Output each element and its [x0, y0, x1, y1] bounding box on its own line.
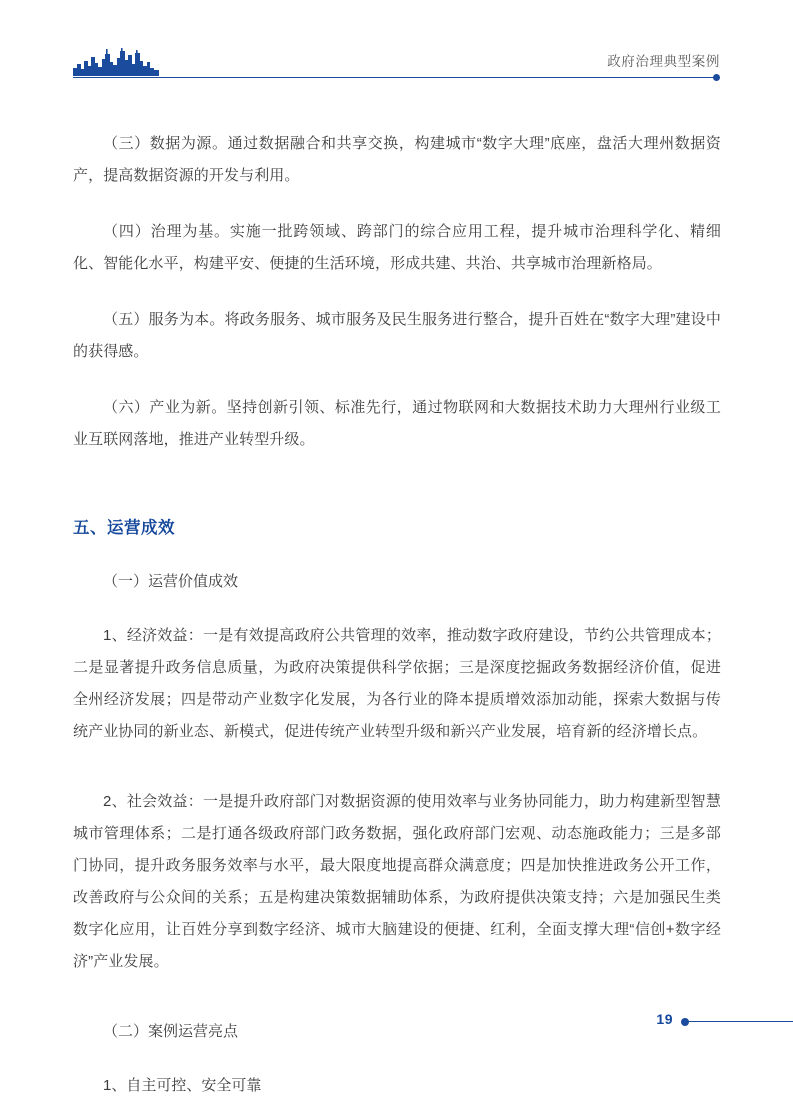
paragraph-economic-benefit: 1、经济效益：一是有效提高政府公共管理的效率，推动数字政府建设，节约公共管理成本；二是显著提升政务信息质量，为政府决策提供科学依据；三是深度挖掘政务数据经济价值，促进全州经济发展；四是带动产业数字化发展，为各行业的降本提质增效添加动能，探索大数据与传统产业协同的新业态、新模式，促进传统产业转型升级和新兴产业发展，培育新的经济增长点。: [73, 627, 721, 740]
paragraph-spacer: [73, 204, 721, 216]
paragraph-si: （四）治理为基。实施一批跨领域、跨部门的综合应用工程，提升城市治理科学化、精细化、智能化水平，构建平安、便捷的生活环境，形成共建、共治、共享城市治理新格局。: [73, 223, 721, 272]
header-end-dot: [713, 74, 720, 81]
page-footer: [73, 1011, 793, 1035]
highlight-item-1: 1、自主可控、安全可靠: [103, 1077, 262, 1094]
heading-spacer: [73, 554, 721, 566]
subheading-operation-value: （一）运营价值成效: [103, 573, 239, 590]
page-number: 19: [656, 1011, 673, 1027]
header-title: 政府治理典型案例: [607, 54, 720, 69]
section-heading-operations: 五、运营成效: [73, 519, 175, 537]
paragraph-spacer: [73, 608, 721, 620]
header-rule: [73, 77, 714, 78]
page-header: [73, 48, 720, 88]
subheading-operation-highlights: （二）案例运营亮点: [103, 1023, 239, 1040]
paragraph-san: （三）数据为源。通过数据融合和共享交换，构建城市“数字大理”底座，盘活大理州数据资产，提高数据资源的开发与利用。: [73, 135, 721, 184]
section-spacer: [73, 468, 721, 512]
footer-rule: [685, 1021, 793, 1022]
paragraph-spacer: [73, 990, 721, 1016]
paragraph-liu: （六）产业为新。坚持创新引领、标准先行，通过物联网和大数据技术助力大理州行业级工业互联网落地，推进产业转型升级。: [73, 399, 721, 448]
paragraph-spacer: [73, 292, 721, 304]
page-content: [73, 128, 721, 1112]
paragraph-spacer: [73, 1058, 721, 1070]
city-skyline-icon: [73, 48, 159, 76]
paragraph-social-benefit: 2、社会效益：一是提升政府部门对数据资源的使用效率与业务协同能力，助力构建新型智慧城市管理体系；二是打通各级政府部门政务数据，强化政府部门宏观、动态施政能力；三是多部门协同，提升政务服务效率与水平，最大限度地提高群众满意度；四是加快推进政务公开工作，改善政府与公众间的关系；五是构建决策数据辅助体系，为政府提供决策支持；六是加强民生类数字化应用，让百姓分享到数字经济、城市大脑建设的便捷、红利，全面支撑大理“信创+数字经济”产业发展。: [73, 793, 721, 970]
paragraph-spacer: [73, 380, 721, 392]
paragraph-wu: （五）服务为本。将政务服务、城市服务及民生服务进行整合，提升百姓在“数字大理”建设中的获得感。: [73, 311, 721, 360]
paragraph-spacer: [73, 760, 721, 786]
